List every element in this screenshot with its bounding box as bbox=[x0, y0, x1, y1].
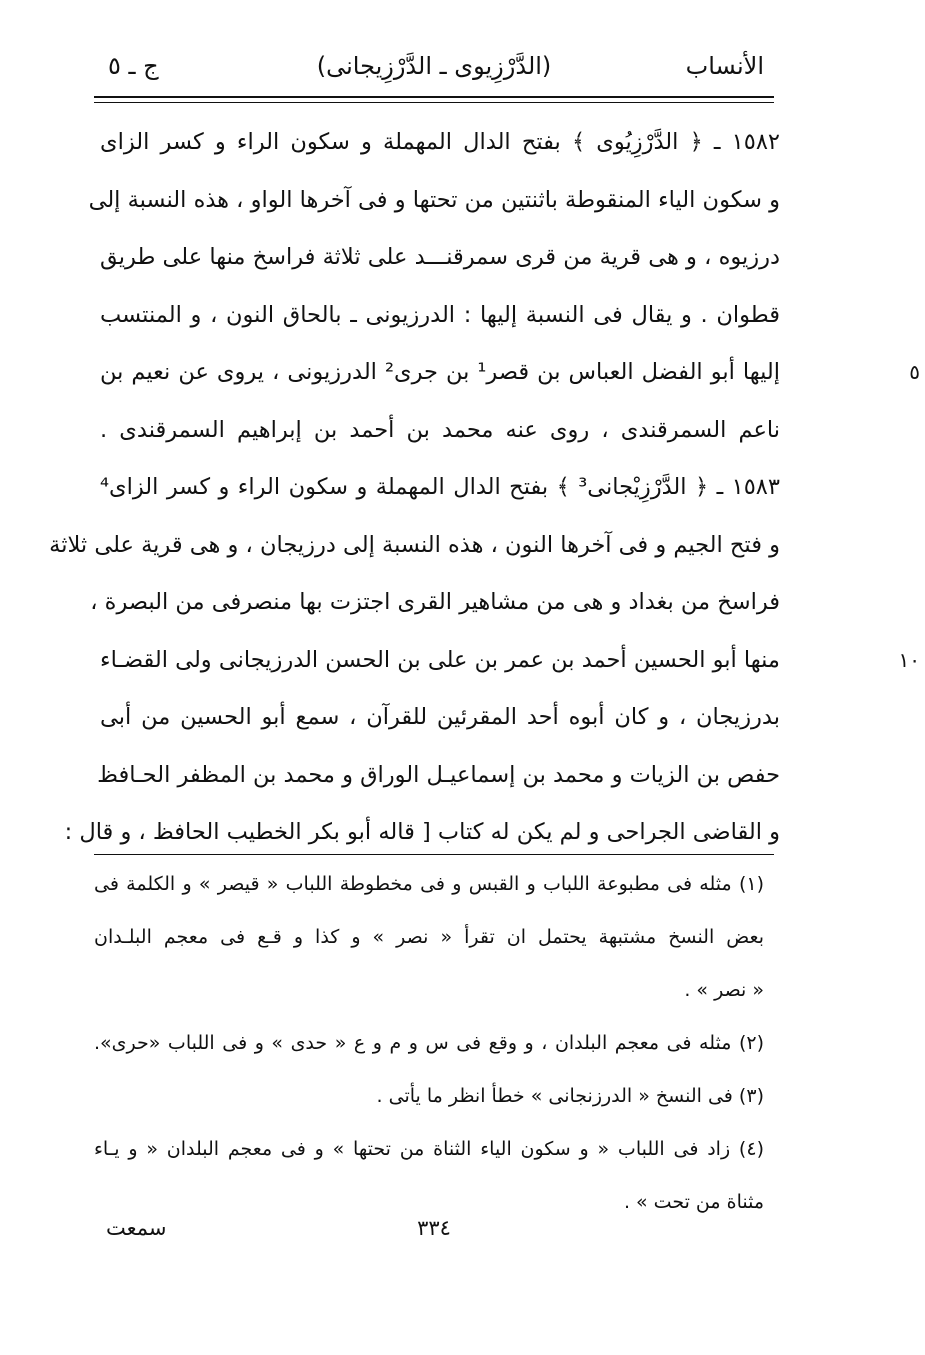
text-line bbox=[100, 459, 780, 517]
footnote-line: (٤) زاد فى اللباب « و سكون الياء الثناة من تحتها » و فى معجم البلدان « و يـاء bbox=[94, 1138, 764, 1160]
line-text: و القاضى الجراحى و لم يكن له كتاب [ قاله أبو بكر الخطيب الحافظ ، و قال : bbox=[64, 819, 780, 845]
line-text: ناعم السمرقندى ، روى عنه محمد بن أحمد بن إبراهيم السمرقندى . bbox=[100, 416, 780, 443]
footnote-line: (١) مثله فى مطبوعة اللباب و القبس و فى مخطوطة اللباب « قيصر » و الكلمة فى bbox=[94, 873, 764, 895]
footnote-line: مثناة من تحت » . bbox=[623, 1191, 764, 1213]
line-text: قطوان . و يقال فى النسبة إليها : الدرزيونى ـ بالحاق النون ، و المنتسب bbox=[100, 301, 780, 328]
page-footer bbox=[96, 1216, 772, 1250]
line-text: درزيوه ، و هى قرية من قرى سمرقنـــد على ثلاثة فراسخ منها على طريق bbox=[100, 244, 780, 270]
running-title: (الدَّرْزِيوى ـ الدَّرْزِيجانى) bbox=[316, 52, 552, 80]
text-line bbox=[100, 632, 920, 690]
book-title: الأنساب bbox=[685, 52, 764, 80]
line-text: إليها أبو الفضل العباس بن قصر¹ بن جرى² الدرزيونى ، يروى عن نعيم بن bbox=[100, 359, 780, 385]
text-line bbox=[49, 517, 780, 575]
footnote-line: بعض النسخ مشتبهة يحتمل ان تقرأ « نصر » و كذا و قـع فى معجم البلـدان bbox=[94, 926, 764, 948]
text-line bbox=[88, 172, 780, 230]
line-text: حفص بن الزيات و محمد بن إسماعيـل الوراق و محمد بن المظفر الحـافظ bbox=[97, 761, 780, 788]
line-text: فراسخ من بغداد و هى من مشاهير القرى اجتزت بها منصرفى من البصرة ، bbox=[90, 589, 780, 615]
volume-number: ج ـ ٥ bbox=[108, 52, 159, 80]
line-text: و فتح الجيم و فى آخرها النون ، هذه النسبة إلى درزيجان ، و هى قرية على ثلاثة bbox=[49, 531, 780, 558]
footnote-line: « نصر » . bbox=[684, 979, 764, 1001]
line-text: و سكون الياء المنقوطة باثنتين من تحتها و فى آخرها الواو ، هذه النسبة إلى bbox=[88, 186, 780, 213]
page-number: ٣٣٤ bbox=[417, 1216, 451, 1240]
text-line bbox=[90, 574, 780, 632]
line-text: بدرزيجان ، و كان أبوه أحد المقرئين للقرآن ، سمع أبو الحسين من أبى bbox=[100, 704, 780, 730]
text-line bbox=[100, 689, 780, 747]
footnotes bbox=[94, 858, 764, 1229]
signature-mark: سمعت bbox=[106, 1216, 167, 1240]
line-number: ٥ bbox=[909, 360, 920, 384]
page-header bbox=[96, 48, 772, 88]
line-text: ١٥٨٣ ـ ﴿ الدَّرْزِيْجانى³ ﴾ بفتح الدال المهملة و سكون الراء و كسر الزاى⁴ bbox=[100, 474, 780, 500]
text-line bbox=[100, 402, 780, 460]
header-rule-thick bbox=[94, 96, 774, 98]
text-line bbox=[64, 804, 780, 862]
footnote-rule bbox=[94, 854, 774, 855]
main-text bbox=[49, 114, 920, 862]
header-rule-thin bbox=[94, 102, 774, 103]
text-line bbox=[100, 287, 780, 345]
text-line bbox=[100, 229, 780, 287]
line-number: ١٠ bbox=[898, 647, 920, 672]
footnote-line: (٢) مثله فى معجم البلدان ، و وقع فى س و م و ع « حدى » و فى اللباب «حرى». bbox=[94, 1032, 764, 1054]
text-line bbox=[97, 747, 780, 805]
line-text: منها أبو الحسين أحمد بن عمر بن على بن الحسن الدرزيجانى ولى القضـاء bbox=[100, 646, 780, 673]
footnote-line: (٣) فى النسخ « الدرزنجانى » خطأ انظر ما يأتى . bbox=[376, 1085, 764, 1107]
text-line bbox=[100, 114, 780, 172]
text-line bbox=[100, 344, 920, 402]
line-text: ١٥٨٢ ـ ﴿ الدَّرْزِيُوى ﴾ بفتح الدال المهملة و سكون الراء و كسر الزاى bbox=[100, 129, 780, 155]
